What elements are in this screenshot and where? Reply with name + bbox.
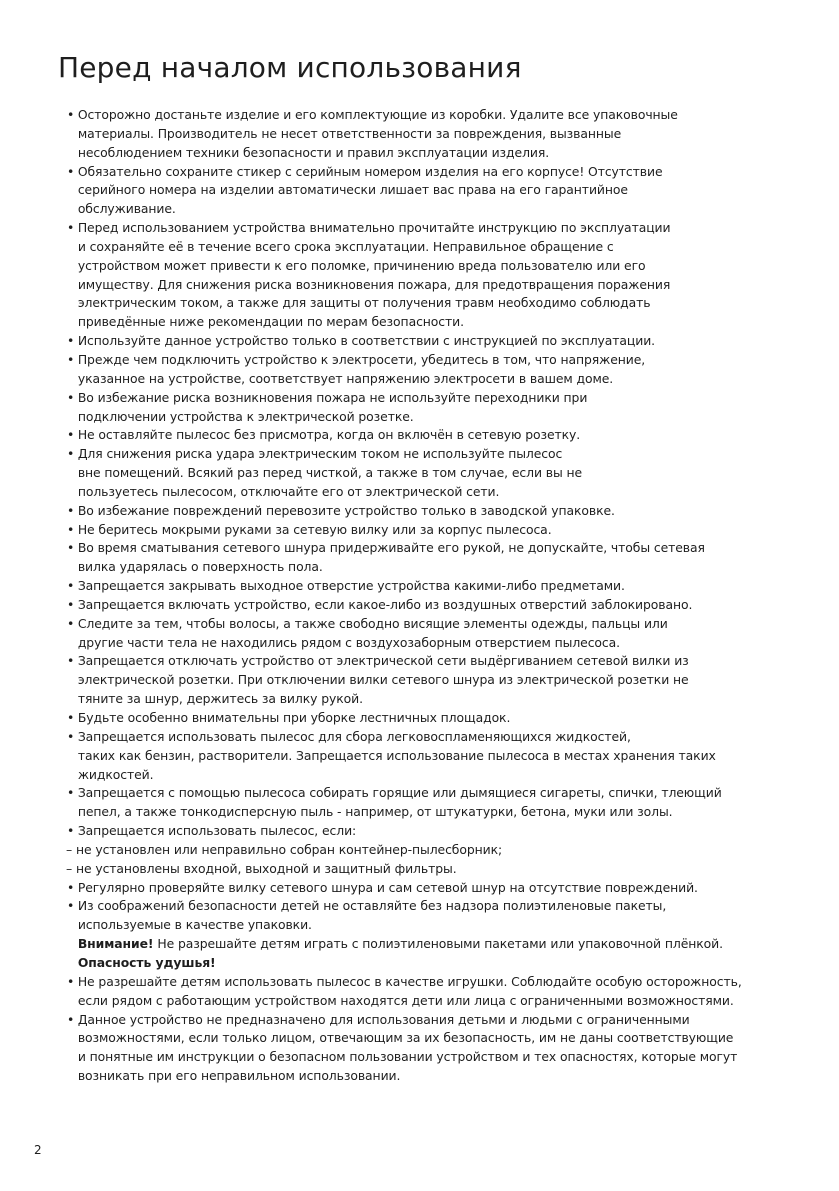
list-item: • Регулярно проверяйте вилку сетевого шнура и сам сетевой шнур на отсутствие повреждений.	[66, 879, 775, 898]
list-item: • Используйте данное устройство только в соответствии с инструкцией по эксплуатации.	[66, 332, 775, 351]
list-item-continuation: используемые в качестве упаковки.	[77, 917, 312, 933]
list-item: • Запрещается использовать пылесос, если:	[66, 822, 775, 841]
list-item-continuation: если рядом с работающим устройством находятся дети или лица с ограниченными возможностями.	[77, 992, 734, 1008]
list-item-continuation: приведённые ниже рекомендации по мерам безопасности.	[77, 314, 464, 330]
sub-list-item: – не установлены входной, выходной и защитный фильтры.	[66, 860, 457, 876]
warning-note	[66, 935, 775, 954]
page-number: 2	[34, 1143, 42, 1157]
list-item: • Для снижения риска удара электрическим током не используйте пылесос	[66, 445, 775, 464]
list-item-continuation: другие части тела не находились рядом с воздухозаборным отверстием пылесоса.	[77, 634, 620, 650]
list-item-continuation: несоблюдением техники безопасности и правил эксплуатации изделия.	[77, 144, 550, 160]
list-item-continuation: указанное на устройстве, соответствует напряжению электросети в вашем доме.	[77, 370, 614, 386]
sub-list-item: – не установлен или неправильно собран контейнер-пылесборник;	[66, 841, 503, 857]
list-item: • Прежде чем подключить устройство к электросети, убедитесь в том, что напряжение,	[66, 351, 775, 370]
list-item-continuation: возможностями, если только лицом, отвечающим за их безопасность, им не даны соответствующие	[77, 1030, 734, 1046]
list-item-continuation: серийного номера на изделии автоматически лишает вас права на его гарантийное	[77, 182, 628, 198]
list-item-continuation: жидкостей.	[77, 766, 154, 782]
list-item: • Запрещается с помощью пылесоса собирать горящие или дымящиеся сигареты, спички, тлеющий	[66, 784, 775, 803]
list-item: • Перед использованием устройства внимательно прочитайте инструкцию по эксплуатации	[66, 219, 775, 238]
list-item: • Обязательно сохраните стикер с серийным номером изделия на его корпусе! Отсутствие	[66, 163, 775, 182]
list-item: • Не оставляйте пылесос без присмотра, когда он включён в сетевую розетку.	[66, 426, 775, 445]
list-item-continuation: вне помещений. Всякий раз перед чисткой, а также в том случае, если вы не	[77, 465, 583, 481]
warning-label: Опасность удушья!	[77, 954, 216, 970]
list-item: • Запрещается закрывать выходное отверстие устройства какими-либо предметами.	[66, 577, 775, 596]
list-item: • Во избежание повреждений перевозите устройство только в заводской упаковке.	[66, 502, 775, 521]
list-item: • Не беритесь мокрыми руками за сетевую вилку или за корпус пылесоса.	[66, 521, 775, 540]
list-item-continuation: и понятные им инструкции о безопасном пользовании устройством и тех опасностях, которые могут	[77, 1049, 738, 1065]
warning-text: Не разрешайте детям играть с полиэтиленовыми пакетами или упаковочной плёнкой.	[153, 936, 723, 952]
list-item: • Запрещается использовать пылесос для сбора легковоспламеняющихся жидкостей,	[66, 728, 775, 747]
list-item-continuation: тяните за шнур, держитесь за вилку рукой.	[77, 691, 363, 707]
list-item: • Осторожно достаньте изделие и его комплектующие из коробки. Удалите все упаковочные	[66, 106, 775, 125]
list-item-continuation: пользуетесь пылесосом, отключайте его от электрической сети.	[77, 483, 500, 499]
list-item: • Во время сматывания сетевого шнура придерживайте его рукой, не допускайте, чтобы сетевая	[66, 539, 775, 558]
safety-instructions-list	[66, 106, 786, 1086]
list-item-continuation: таких как бензин, растворители. Запрещается использование пылесоса в местах хранения таких	[77, 747, 716, 763]
list-item-continuation: возникать при его неправильном использовании.	[77, 1068, 401, 1084]
list-item-continuation: материалы. Производитель не несет ответственности за повреждения, вызванные	[77, 125, 622, 141]
list-item-continuation: имуществу. Для снижения риска возникновения пожара, для предотвращения поражения	[77, 276, 671, 292]
list-item: • Данное устройство не предназначено для использования детьми и людьми с ограниченными	[66, 1011, 775, 1030]
list-item: • Из соображений безопасности детей не оставляйте без надзора полиэтиленовые пакеты,	[66, 897, 775, 916]
list-item-continuation: пепел, а также тонкодисперсную пыль - например, от штукатурки, бетона, муки или золы.	[77, 804, 673, 820]
list-item-continuation: устройством может привести к его поломке, причинению вреда пользователю или его	[77, 257, 646, 273]
list-item-continuation: вилка ударялась о поверхность пола.	[77, 559, 323, 575]
list-item: • Не разрешайте детям использовать пылесос в качестве игрушки. Соблюдайте особую осторожность,	[66, 973, 775, 992]
warning-label: Внимание!	[77, 936, 154, 952]
list-item: • Будьте особенно внимательны при уборке лестничных площадок.	[66, 709, 775, 728]
list-item: • Запрещается отключать устройство от электрической сети выдёргиванием сетевой вилки из	[66, 652, 775, 671]
list-item-continuation: обслуживание.	[77, 201, 176, 217]
list-item-continuation: и сохраняйте её в течение всего срока эксплуатации. Неправильное обращение с	[77, 238, 614, 254]
page-title: Перед началом использования	[58, 51, 522, 84]
list-item: • Запрещается включать устройство, если какое-либо из воздушных отверстий заблокировано.	[66, 596, 775, 615]
list-item-continuation: подключении устройства к электрической розетке.	[77, 408, 414, 424]
list-item-continuation: электрическим током, а также для защиты от получения травм необходимо соблюдать	[77, 295, 651, 311]
list-item: • Во избежание риска возникновения пожара не используйте переходники при	[66, 389, 775, 408]
list-item-continuation: электрической розетки. При отключении вилки сетевого шнура из электрической розетки не	[77, 672, 689, 688]
list-item: • Следите за тем, чтобы волосы, а также свободно висящие элементы одежды, пальцы или	[66, 615, 775, 634]
warning-note	[66, 954, 775, 973]
